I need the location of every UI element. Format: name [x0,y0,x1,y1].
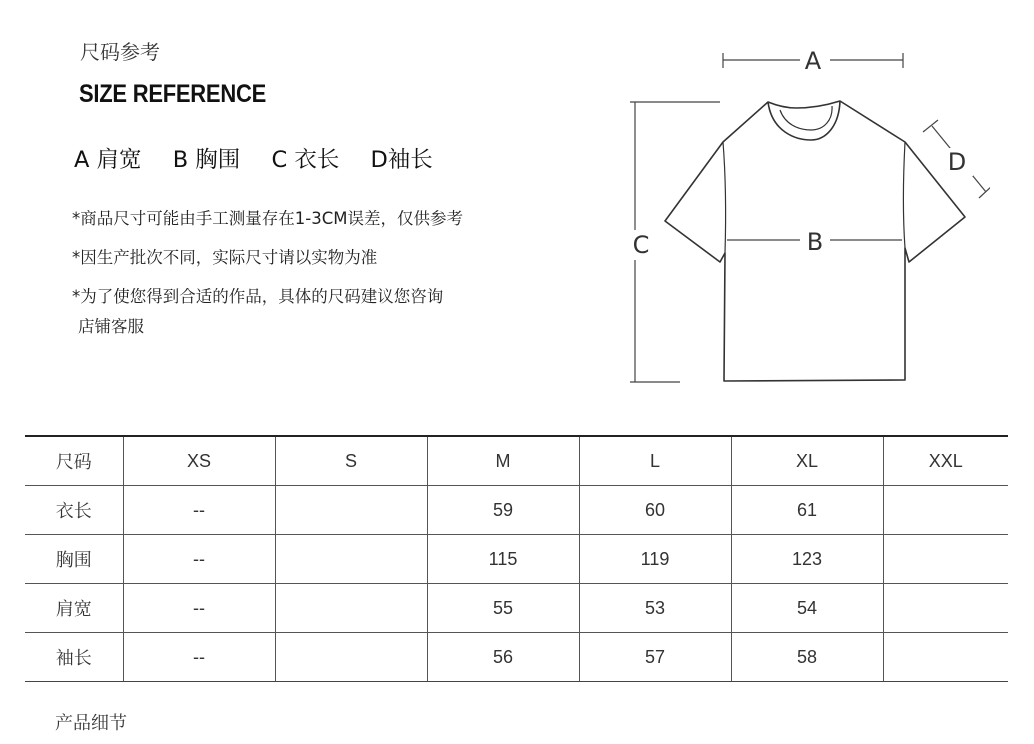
title-en: SIZE REFERENCE [79,80,266,108]
table-cell: 123 [731,535,883,584]
table-cell: 衣长 [25,486,123,535]
table-header-cell: XL [731,436,883,486]
label-a: A [804,47,822,75]
legend-d: D袖长 [370,147,433,173]
table-cell: 57 [579,633,731,682]
table-cell [275,584,427,633]
table-header-cell: L [579,436,731,486]
table-row [25,535,1008,584]
table-cell [275,535,427,584]
legend-c: C 衣长 [271,147,340,173]
table-cell: -- [123,584,275,633]
note-measurement-error: *商品尺寸可能由手工测量存在1-3CM误差，仅供参考 [72,209,463,228]
table-cell: 56 [427,633,579,682]
section-heading-product-details: 产品细节 [55,713,127,734]
table-header-cell: 尺码 [25,436,123,486]
table-cell: 59 [427,486,579,535]
table-cell: 胸围 [25,535,123,584]
measurement-legend [74,142,457,174]
note-consult: *为了使您得到合适的作品，具体的尺码建议您咨询 [72,287,444,306]
table-cell: 60 [579,486,731,535]
table-row [25,584,1008,633]
table-cell: -- [123,535,275,584]
tshirt-diagram [620,40,990,395]
table-cell: -- [123,486,275,535]
note-consult-cont: 店铺客服 [78,317,144,336]
table-cell: 55 [427,584,579,633]
table-header-cell: XXL [883,436,1008,486]
table-cell: -- [123,633,275,682]
table-cell: 袖长 [25,633,123,682]
table-cell: 119 [579,535,731,584]
table-cell [883,633,1008,682]
table-header-row [25,436,1008,486]
table-cell [883,584,1008,633]
table-cell: 58 [731,633,883,682]
title-cn: 尺码参考 [80,40,160,64]
table-header-cell: M [427,436,579,486]
table-header-cell: S [275,436,427,486]
size-table [25,435,1008,682]
table-cell: 61 [731,486,883,535]
label-c: C [632,231,650,259]
table-cell: 53 [579,584,731,633]
table-row [25,633,1008,682]
table-cell [883,535,1008,584]
label-b: B [806,228,824,256]
table-cell [275,633,427,682]
legend-a: A 肩宽 [74,147,142,173]
legend-b: B 胸围 [172,147,241,173]
note-batch-difference: *因生产批次不同，实际尺寸请以实物为准 [72,248,378,267]
table-cell: 54 [731,584,883,633]
table-row [25,486,1008,535]
table-cell [275,486,427,535]
table-cell [883,486,1008,535]
table-cell: 肩宽 [25,584,123,633]
label-d: D [947,148,967,176]
table-header-cell: XS [123,436,275,486]
table-cell: 115 [427,535,579,584]
